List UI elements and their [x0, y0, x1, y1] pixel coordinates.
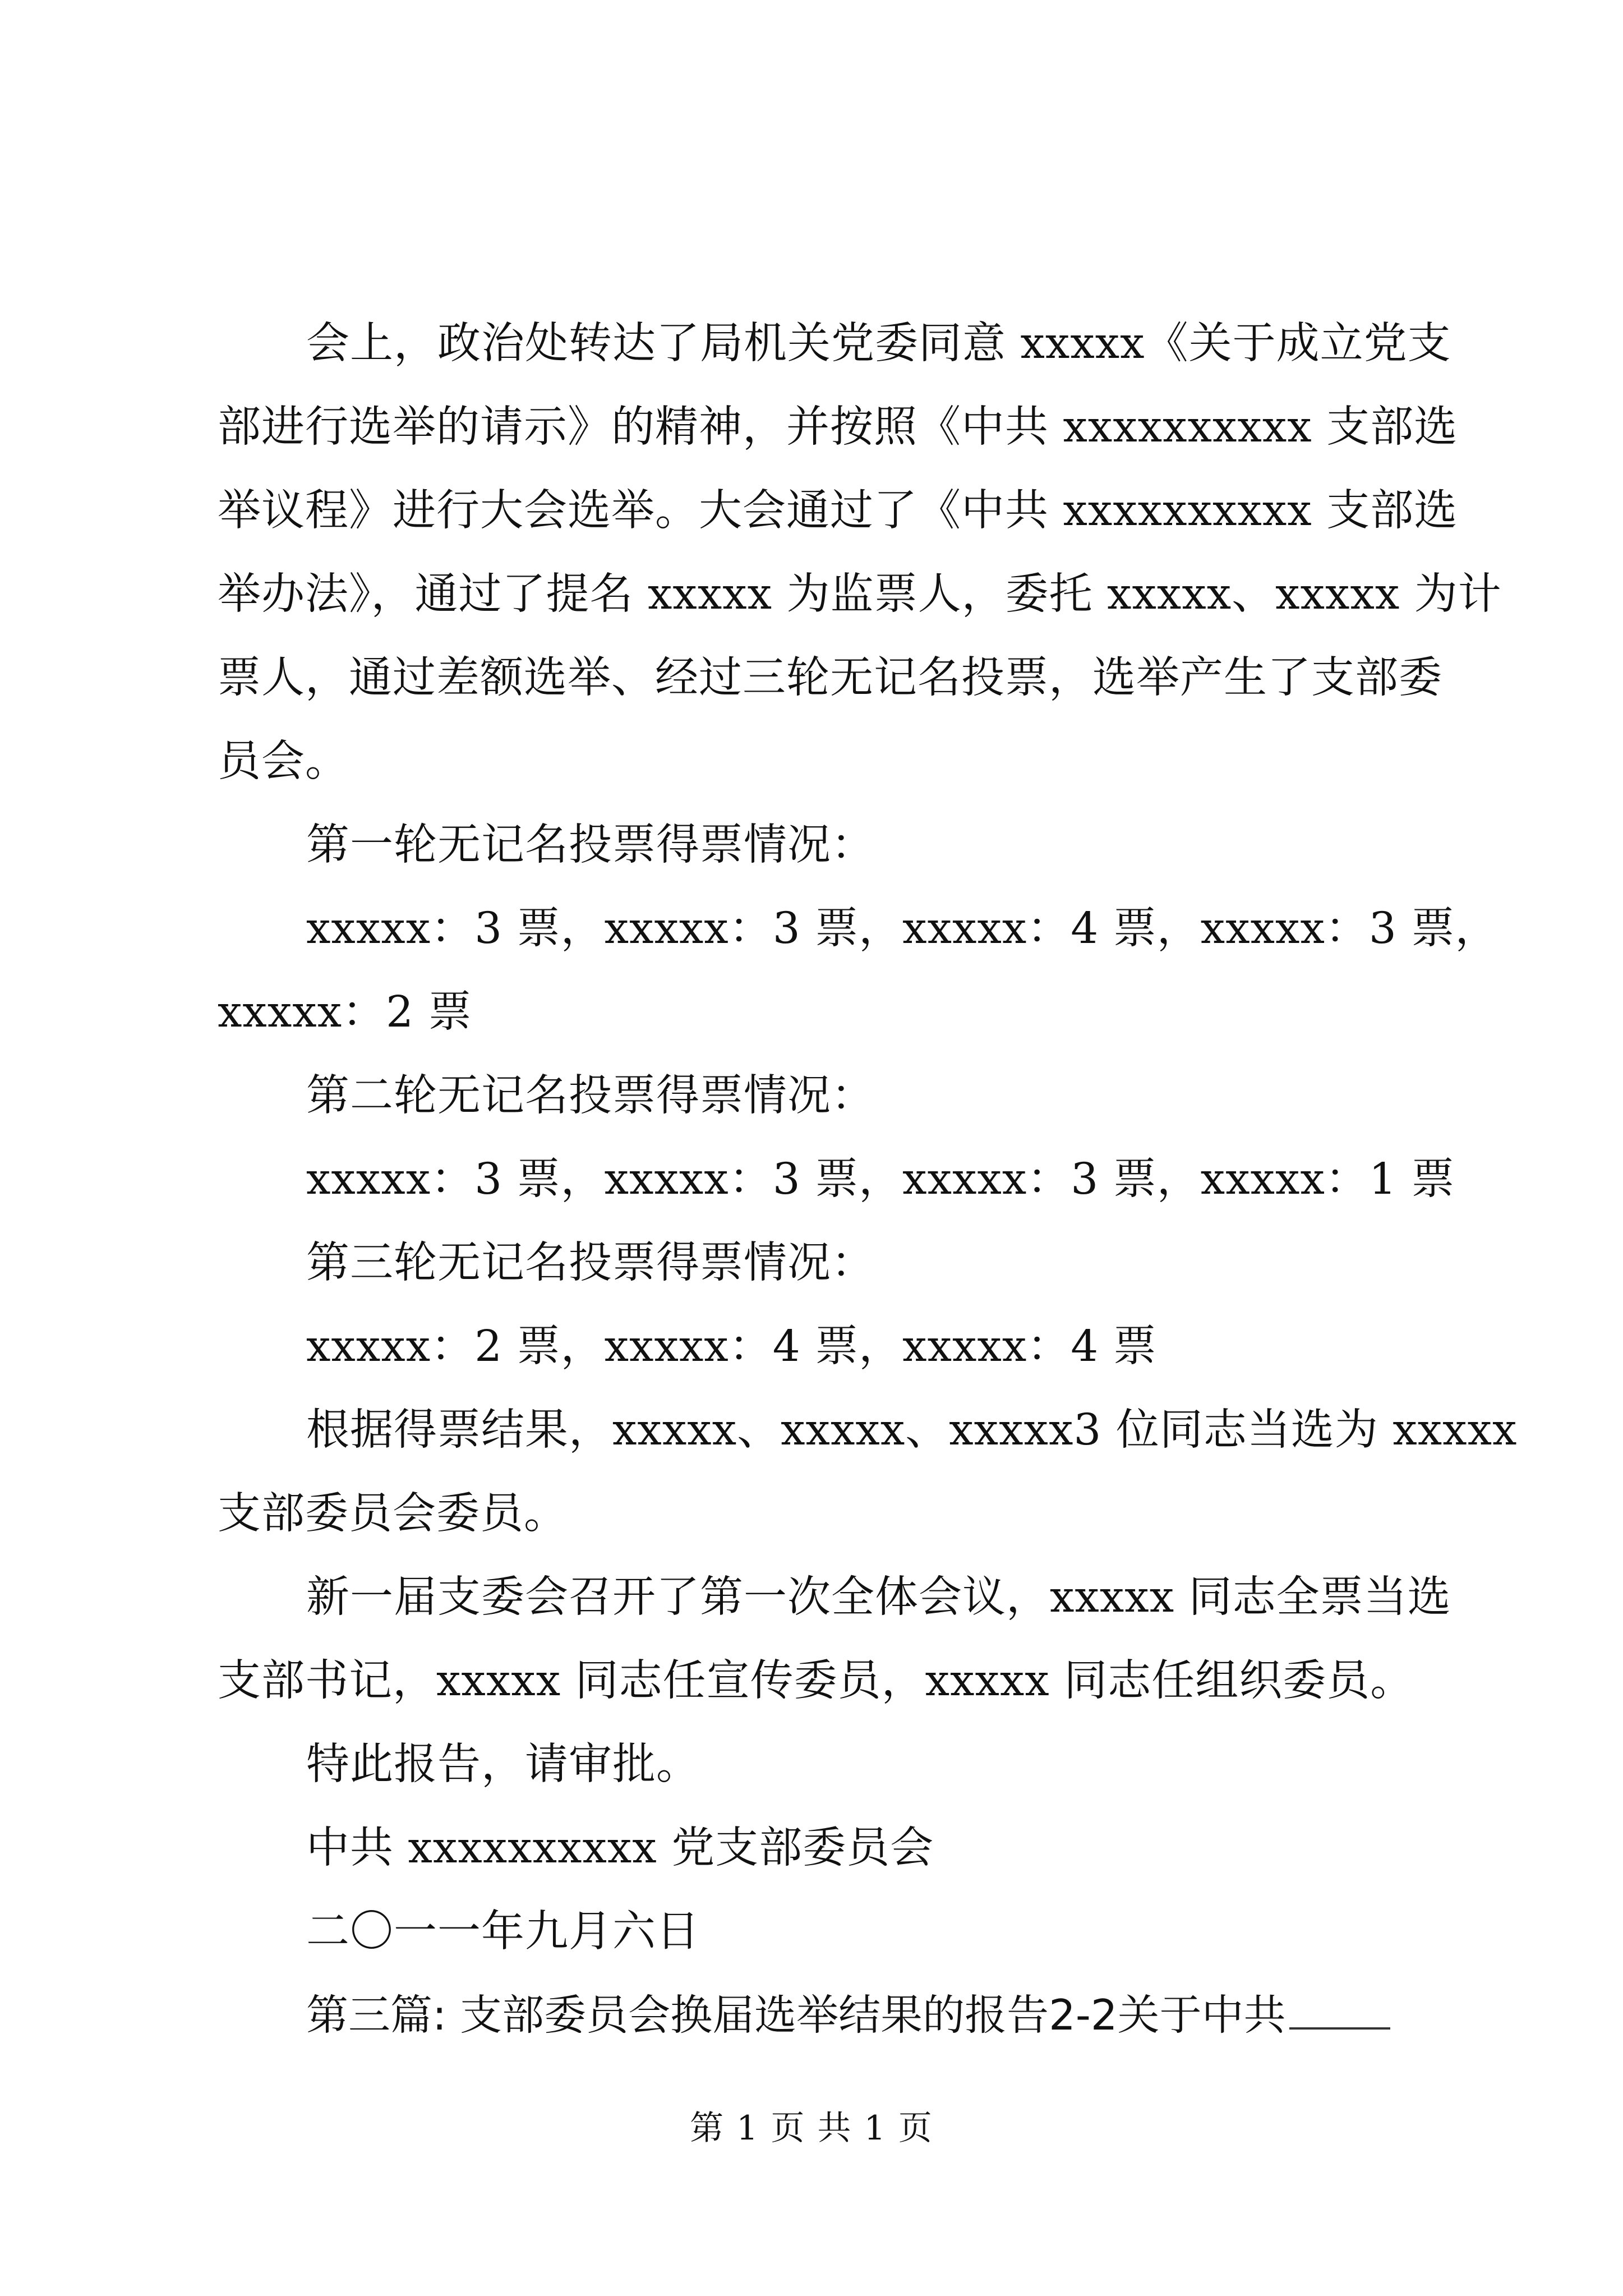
round-3-results: xxxxx：2 票，xxxxx：4 票，xxxxx：4 票 [306, 1322, 1157, 1372]
round-2-results: xxxxx：3 票，xxxxx：3 票，xxxxx：3 票，xxxxx：1 票 [306, 1154, 1455, 1204]
paragraph-line: 举办法》，通过了提名 xxxxx 为监票人，委托 xxxxx、xxxxx 为计 [218, 569, 1502, 619]
page-footer [0, 2106, 1623, 2151]
paragraph-line: 部进行选举的请示》的精神，并按照《中共 xxxxxxxxxx 支部选 [218, 402, 1458, 452]
document-body [218, 302, 1518, 2057]
date-line: 二〇一一年九月六日 [306, 1907, 700, 1957]
round-3-section [218, 1221, 1402, 1388]
paragraph-line: 新一届支委会召开了第一次全体会议，xxxxx 同志全票当选 [306, 1572, 1451, 1622]
paragraph-line: 员会。 [218, 737, 349, 786]
round-1-results-continued: xxxxx：2 票 [218, 987, 472, 1037]
signature-line: 中共 xxxxxxxxxx 党支部委员会 [306, 1823, 934, 1873]
closing-line: 特此报告，请审批。 [306, 1740, 700, 1789]
blank-underline [1289, 1988, 1390, 2030]
next-section-heading [218, 1973, 1402, 2057]
paragraph-line: 支部书记，xxxxx 同志任宣传委员，xxxxx 同志任组织委员。 [218, 1656, 1414, 1706]
paragraph-committee-roles [218, 1556, 1451, 1723]
paragraph-line: 根据得票结果，xxxxx、xxxxx、xxxxx3 位同志当选为 xxxxx [306, 1405, 1518, 1455]
round-1-heading: 第一轮无记名投票得票情况： [306, 820, 875, 870]
next-section-heading-text: 第三篇: 支部委员会换届选举结果的报告2-2关于中共 [306, 1990, 1286, 2040]
round-1-results: xxxxx：3 票，xxxxx：3 票，xxxxx：4 票，xxxxx：3 票， [306, 904, 1499, 954]
paragraph-line: 票人，通过差额选举、经过三轮无记名投票，选举产生了支部委 [218, 653, 1442, 703]
round-3-heading: 第三轮无记名投票得票情况： [306, 1238, 875, 1288]
paragraph-line: 会上，政治处转达了局机关党委同意 xxxxx《关于成立党支 [306, 319, 1451, 369]
page-number-label: 第 1 页 共 1 页 [690, 2109, 933, 2148]
round-2-section [218, 1054, 1455, 1221]
paragraph-line: 支部委员会委员。 [218, 1489, 568, 1539]
round-1-section [218, 803, 1499, 1054]
round-2-heading: 第二轮无记名投票得票情况： [306, 1071, 875, 1121]
paragraph-line: 举议程》进行大会选举。大会通过了《中共 xxxxxxxxxx 支部选 [218, 486, 1458, 536]
paragraph-election-result [218, 1388, 1518, 1556]
paragraph-election-process [218, 302, 1502, 803]
